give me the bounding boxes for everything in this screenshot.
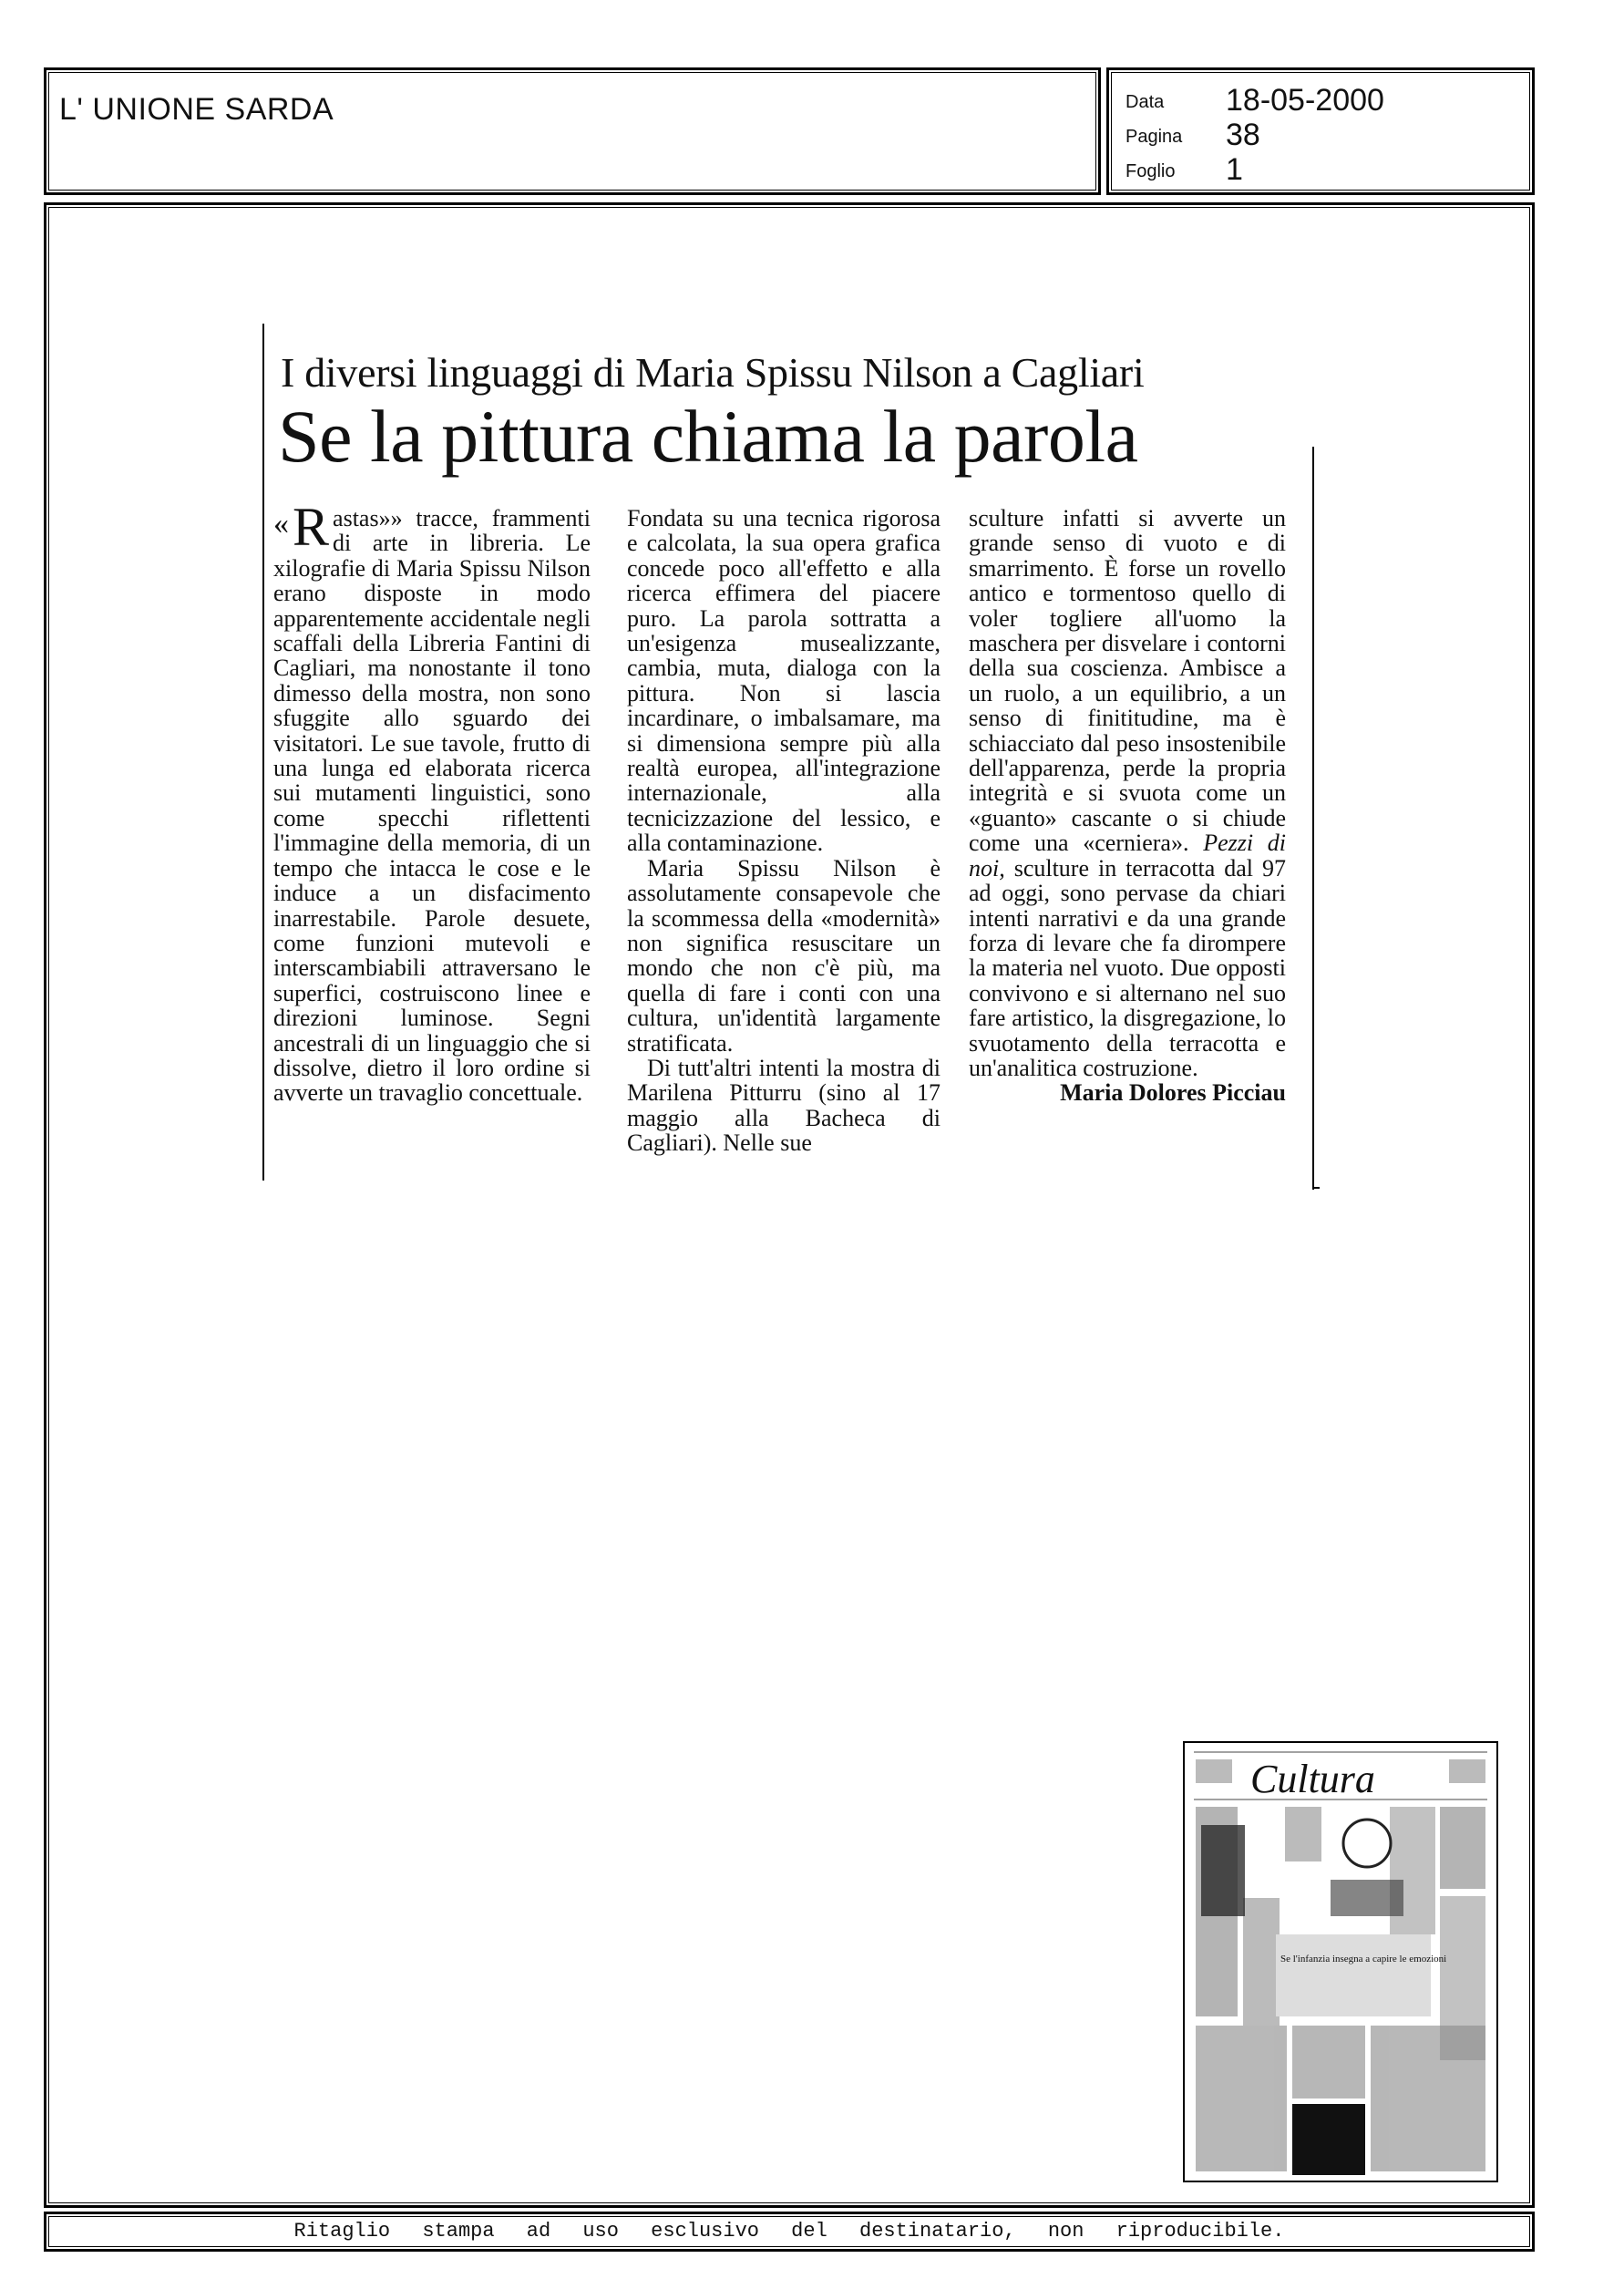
data-value: 18-05-2000 [1226, 83, 1384, 118]
article-paragraph: Fondata su una tecnica rigorosa e calcolata, la sua opera grafica concede poco all'effetto e alla ricerca effimera del piacere puro. La parola sottratta a un'esigenza musealizzante, cambia, muta, dialoga con la pittura. Non si lascia incardinare, o imbalsamare, ma si dimensiona sempre più alla realtà europea, all'integrazione internazionale, alla tecnicizzazione del lessico, e alla contaminazione. [627, 505, 940, 857]
publication-header [44, 67, 1101, 195]
drop-cap: R [293, 497, 330, 557]
foglio-label: Foglio [1125, 161, 1176, 181]
pagina-value: 38 [1226, 118, 1260, 152]
article-column-3 [969, 506, 1286, 1106]
article-paragraph [273, 497, 591, 1107]
thumbnail-inner-headline: Se l'infanzia insegna a capire le emozioni [1280, 1954, 1447, 1964]
article-headline: Se la pittura chiama la parola [278, 395, 1138, 478]
paragraph-text: sculture infatti si avverte un grande senso di vuoto e di smarrimento. È forse un rovello antico e tormentoso quello di voler togliere all'uomo la maschera per disvelare i contorni della sua coscienza. Ambisce a un ruolo, a un equilibrio, a un senso di finititudine, ma è schiacciato dal peso insostenibile dell'apparenza, perde la propria integrità e si svuota come un «guanto» cascante o si chiude come una «cerniera». [969, 505, 1286, 857]
article-bottom-tick [1312, 1187, 1320, 1189]
article-paragraph: Di tutt'altri intenti la mostra di Marilena Pitturru (sino al 17 maggio alla Bacheca di Cagliari). Nelle sue [627, 1054, 940, 1157]
footer-notice-text: Ritaglio stampa ad uso esclusivo del destinatario, non riproducibile. [293, 2220, 1285, 2243]
article-kicker: I diversi linguaggi di Maria Spissu Nilson a Cagliari [281, 349, 1145, 396]
data-label: Data [1125, 92, 1165, 112]
article-paragraph: Maria Spissu Nilson è assolutamente consapevole che la scommessa della «modernità» non significa resuscitare un mondo che non c'è più, ma quella di fare i conti con una cultura, un'identità largamente stratificata. [627, 854, 940, 1057]
page-thumbnail [1183, 1741, 1498, 2182]
footer-notice [44, 2212, 1535, 2252]
article-left-rule [262, 324, 264, 1181]
pagina-label: Pagina [1125, 127, 1183, 147]
paragraph-text: astas»» tracce, frammenti di arte in libreria. Le xilografie di Maria Spissu Nilson erano disposte in modo apparentemente accidentale negli scaffali della Libreria Fantini di Cagliari, ma nonostante il tono dimesso della mostra, non sono sfuggite allo sguardo dei visitatori. Le sue tavole, frutto di una lunga ed elaborata ricerca sui mutamenti linguistici, sono come specchi riflettenti l'immagine della memoria, di un tempo che intacca le cose e le induce a un disfacimento inarrestabile. Parole desuete, come funzioni mutevoli e interscambiabili attraversano le superfici, costruiscono linee e direzioni luminose. Segni ancestrali di un linguaggio che si dissolve, dietro il loro ordine si avverte un travaglio concettuale. [273, 505, 591, 1107]
thumbnail-section-title: Cultura [1250, 1757, 1375, 1801]
article-paragraph [969, 506, 1286, 1080]
exhibition-title: Pezzi di noi, [969, 830, 1287, 882]
metadata-box [1106, 67, 1535, 195]
foglio-value: 1 [1226, 152, 1243, 187]
article-right-rule [1312, 447, 1314, 1190]
article-column-1 [273, 497, 591, 1107]
paragraph-text: sculture in terracotta dal 97 ad oggi, sono pervase da chiari intenti narrativi e da una grande forza di levare che fa dirompere la materia nel vuoto. Due opposti convivono e si alternano nel suo fare artistico, la disgregazione, lo svuotamento della terracotta e un'analitica costruzione. [969, 854, 1286, 1081]
article-column-2 [627, 506, 940, 1156]
page-thumbnail-image [1185, 1743, 1496, 2181]
publication-name: L' UNIONE SARDA [59, 92, 334, 127]
article-author: Maria Dolores Picciau [1060, 1079, 1286, 1107]
opening-quote: « [273, 507, 289, 541]
